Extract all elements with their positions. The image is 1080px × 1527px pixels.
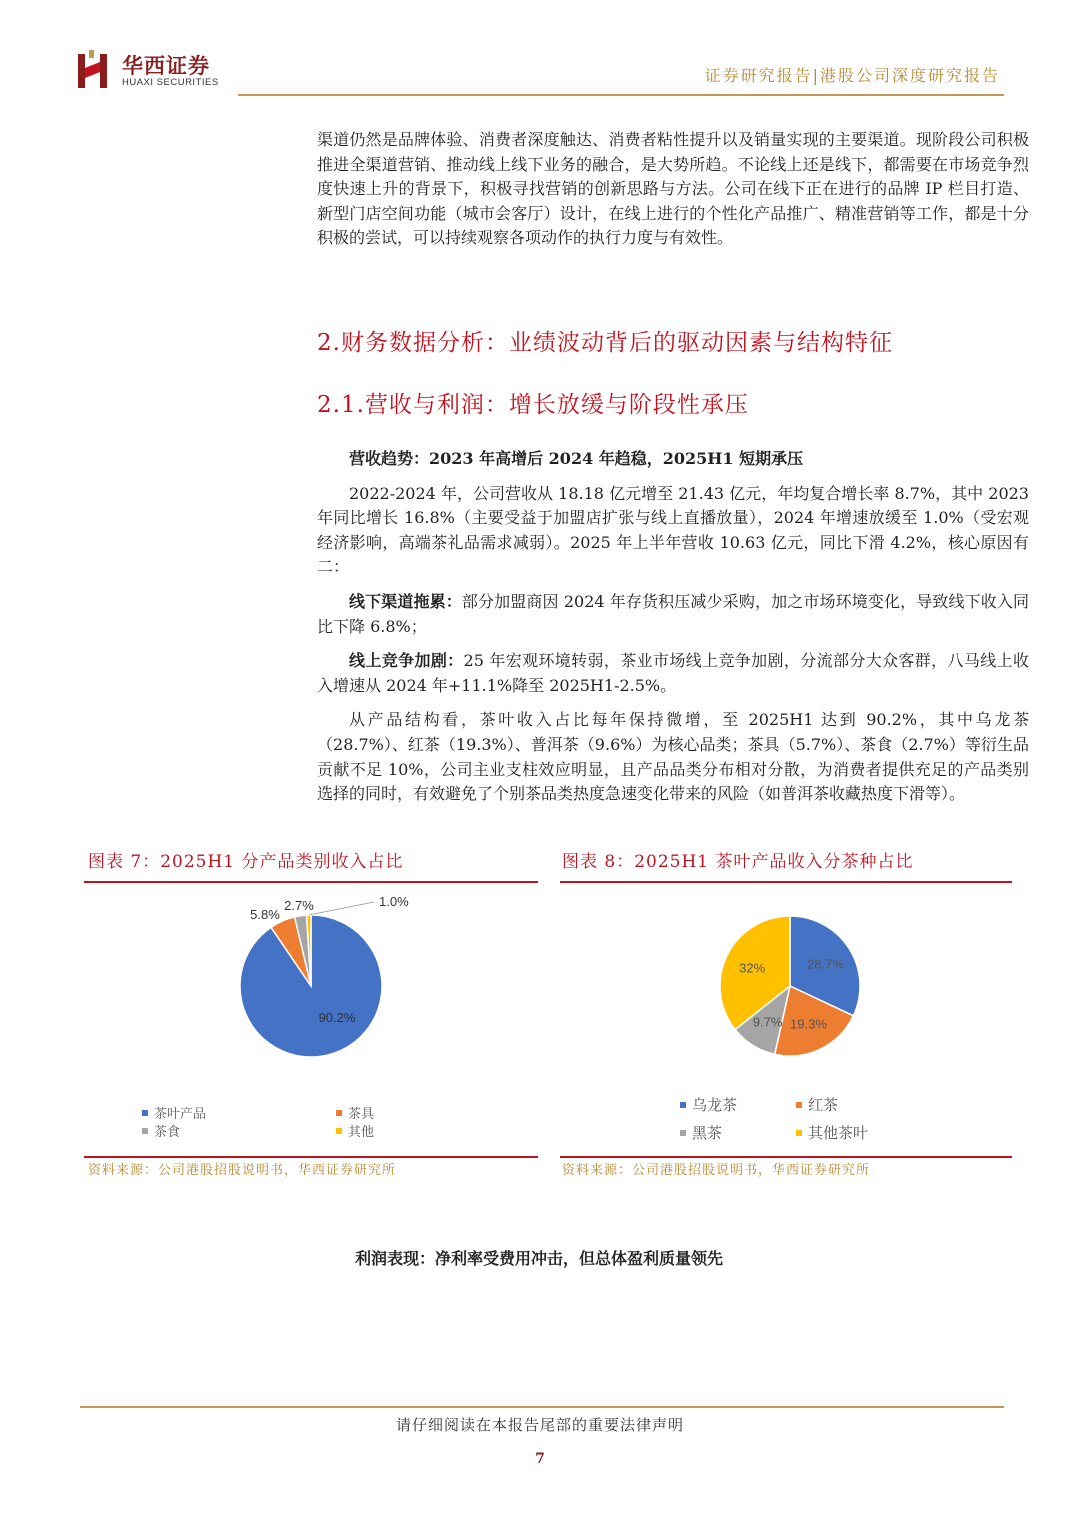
legend-marker-3	[680, 1130, 686, 1136]
leader-line-4	[309, 902, 374, 915]
legal-notice: 请仔细阅读在本报告尾部的重要法律声明	[395, 1416, 684, 1434]
data-label-4: 32%	[739, 960, 766, 976]
legend-label-4: 其他	[348, 1125, 375, 1140]
legend-marker-2	[796, 1102, 802, 1108]
legend-marker-1	[680, 1102, 686, 1108]
chart-7-source: 资料来源：公司港股招股说明书，华西证券研究所	[88, 1163, 397, 1178]
revenue-paragraph-3	[317, 649, 1029, 698]
huaxi-logo-icon	[76, 50, 112, 90]
chart-7-top-rule	[84, 881, 538, 883]
page-number: 7	[535, 1451, 545, 1467]
legend-marker-3	[142, 1128, 148, 1134]
legend-label-2: 茶具	[348, 1107, 375, 1122]
legend-label-1: 茶叶产品	[154, 1107, 207, 1122]
legend-marker-2	[336, 1110, 342, 1116]
legend-label-4: 其他茶叶	[808, 1124, 869, 1142]
profit-heading: 利润表现：净利率受费用冲击，但总体盈利质量领先	[355, 1249, 724, 1268]
data-label-3: 9.7%	[752, 1014, 783, 1030]
chart-7-bottom-rule	[84, 1156, 538, 1158]
chart-7-title: 图表 7：2025H1 分产品类别收入占比	[88, 852, 404, 872]
data-label-1: 90.2%	[318, 1010, 356, 1025]
revenue-paragraph-4: 从产品结构看，茶叶收入占比每年保持微增，至 2025H1 达到 90.2%，其中乌龙茶（28.7%）、红茶（19.3%）、普洱茶（9.6%）为核心品类；茶具（5.7%）、茶食（2.7%）等衍生品贡献不足 10%，公司主业支柱效应明显，且产品品类分布相对分散，为消费者提供充足的产品类别选择的同时，有效避免了个别茶品类热度急速变化带来的风险（如普洱茶收藏热度下滑等）。	[317, 710, 1029, 804]
revenue-section	[317, 447, 1029, 807]
report-type: 证券研究报告|港股公司深度研究报告	[704, 66, 1000, 85]
legend-label-3: 黑茶	[692, 1124, 723, 1142]
data-label-1: 28.7%	[807, 956, 844, 972]
company-logo	[76, 48, 236, 94]
data-label-2: 5.8%	[250, 907, 280, 922]
revenue-paragraph-2	[317, 590, 1029, 639]
legend-label-2: 红茶	[808, 1096, 839, 1114]
offline-label: 线下渠道拖累：	[349, 591, 462, 611]
data-label-4: 1.0%	[379, 894, 409, 909]
header-divider	[238, 94, 1004, 96]
footer-divider	[80, 1406, 1004, 1408]
revenue-heading: 营收趋势：2023 年高增后 2024 年趋稳，2025H1 短期承压	[349, 449, 804, 468]
legend-marker-1	[142, 1110, 148, 1116]
chart-8-bottom-rule	[560, 1156, 1012, 1158]
logo-english-name: HUAXI SECURITIES	[122, 77, 219, 88]
data-label-2: 19.3%	[790, 1016, 827, 1032]
legend-label-3: 茶食	[154, 1125, 181, 1140]
chart-8-top-rule	[560, 881, 1012, 883]
intro-paragraph	[317, 128, 1029, 251]
data-label-3: 2.7%	[284, 898, 314, 913]
chart-7-pie	[84, 884, 538, 1154]
legend-marker-4	[336, 1128, 342, 1134]
chart-8-pie	[560, 884, 1012, 1154]
chart-8-source: 资料来源：公司港股招股说明书，华西证券研究所	[562, 1163, 871, 1178]
section-title: 2.财务数据分析：业绩波动背后的驱动因素与结构特征	[317, 330, 893, 356]
online-text: 25 年宏观环境转弱，茶业市场线上竞争加剧，分流部分大众客群，八马线上收入增速从 2024 年+11.1%降至 2025H1-2.5%。	[317, 651, 1029, 695]
legend-label-1: 乌龙茶	[692, 1096, 738, 1114]
legend-marker-4	[796, 1130, 802, 1136]
revenue-paragraph-1: 2022-2024 年，公司营收从 18.18 亿元增至 21.43 亿元，年均复合增长率 8.7%，其中 2023 年同比增长 16.8%（主要受益于加盟店扩张与线上直播放量），2024 年增速放缓至 1.0%（受宏观经济影响，高端茶礼品需求减弱）。2025 年上半年营收 10.63 亿元，同比下滑 4.2%，核心原因有二：	[317, 483, 1029, 577]
intro-text: 渠道仍然是品牌体验、消费者深度触达、消费者粘性提升以及销量实现的主要渠道。现阶段公司积极推进全渠道营销、推动线上线下业务的融合，是大势所趋。不论线上还是线下，都需要在市场竞争烈度快速上升的背景下，积极寻找营销的创新思路与方法。公司在线下正在进行的品牌 IP 栏目打造、新型门店空间功能（城市会客厅）设计，在线上进行的个性化产品推广、精准营销等工作，都是十分积极的尝试，可以持续观察各项动作的执行力度与有效性。	[317, 130, 1029, 248]
chart-8-title: 图表 8：2025H1 茶叶产品收入分茶种占比	[562, 852, 914, 872]
subsection-title: 2.1.营收与利润：增长放缓与阶段性承压	[317, 392, 749, 418]
offline-text: 部分加盟商因 2024 年存货积压减少采购，加之市场环境变化，导致线下收入同比下降 6.8%；	[317, 591, 1029, 636]
online-label: 线上竞争加剧：	[349, 651, 464, 671]
logo-chinese-name: 华西证券	[122, 53, 210, 78]
